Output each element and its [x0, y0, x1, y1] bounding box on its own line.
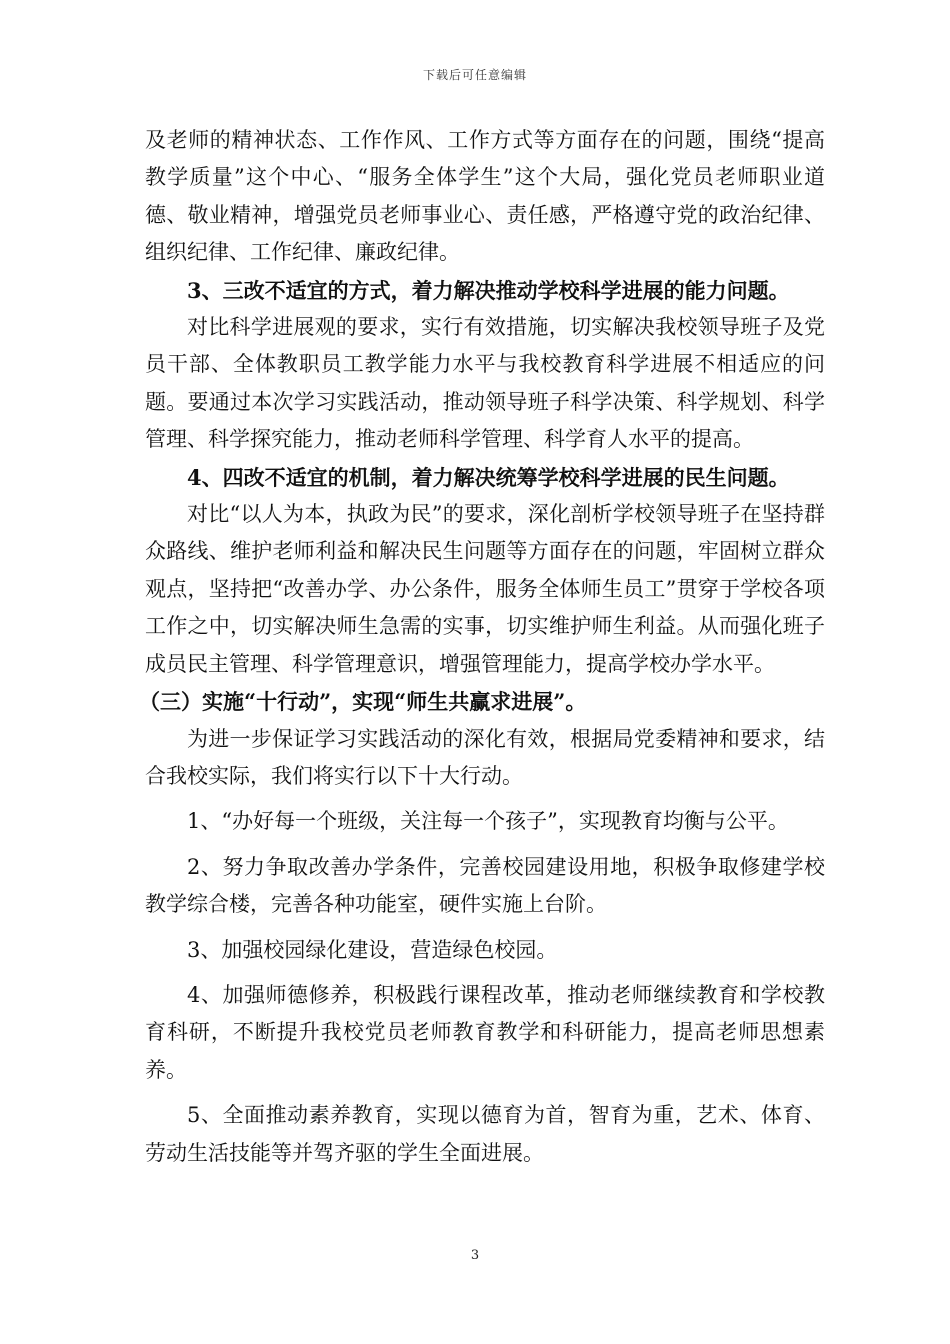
page-number: 3	[470, 1248, 480, 1263]
action-item-5: 5、全面推动素养教育，实现以德育为首，智育为重，艺术、体育、劳动生活技能等并驾齐驱的学生全面进展。	[145, 1103, 825, 1165]
page-header: 下载后可任意编辑	[422, 68, 527, 82]
action-item-1: 1、“办好每一个班级，关注每一个孩子”，实现教育均衡与公平。	[187, 809, 789, 834]
document-body	[139, 122, 825, 1172]
paragraph-2: 对比科学进展观的要求，实行有效措施，切实解决我校领导班子及党员干部、全体教职员工教学能力水平与我校教育科学进展不相适应的问题。要通过本次学习实践活动，推动领导班子科学决策、科学规划、科学管理、科学探究能力，推动老师科学管理、科学育人水平的提高。	[145, 315, 825, 452]
action-item-3: 3、加强校园绿化建设，营造绿色校园。	[187, 937, 558, 962]
action-item-4: 4、加强师德修养，积极践行课程改革，推动老师继续教育和学校教育科研，不断提升我校党员老师教育教学和科研能力，提高老师思想素养。	[145, 982, 825, 1082]
paragraph-1: 及老师的精神状态、工作作风、工作方式等方面存在的问题，围绕“提高教学质量”这个中心、“服务全体学生”这个大局，强化党员老师职业道德、敬业精神，增强党员老师事业心、责任感，严格遵守党的政治纪律、组织纪律、工作纪律、廉政纪律。	[145, 128, 825, 265]
heading-item-4: 4、四改不适宜的机制，着力解决统筹学校科学进展的民生问题。	[187, 464, 790, 490]
section-heading-3: （三）实施“十行动”，实现“师生共赢求进展”。	[139, 689, 587, 715]
paragraph-4: 为进一步保证学习实践活动的深化有效，根据局党委精神和要求，结合我校实际，我们将实行以下十大行动。	[145, 726, 825, 788]
heading-item-3: 3、三改不适宜的方式，着力解决推动学校科学进展的能力问题。	[187, 277, 790, 303]
action-item-2: 2、努力争取改善办学条件，完善校园建设用地，积极争取修建学校教学综合楼，完善各种功能室，硬件实施上台阶。	[145, 854, 825, 917]
paragraph-3: 对比“以人为本，执政为民”的要求，深化剖析学校领导班子在坚持群众路线、维护老师利益和解决民生问题等方面存在的问题，牢固树立群众观点，坚持把“改善办学、办公条件，服务全体师生员工”贯穿于学校各项工作之中，切实解决师生急需的实事，切实维护师生利益。从而强化班子成员民主管理、科学管理意识，增强管理能力，提高学校办学水平。	[145, 502, 825, 676]
